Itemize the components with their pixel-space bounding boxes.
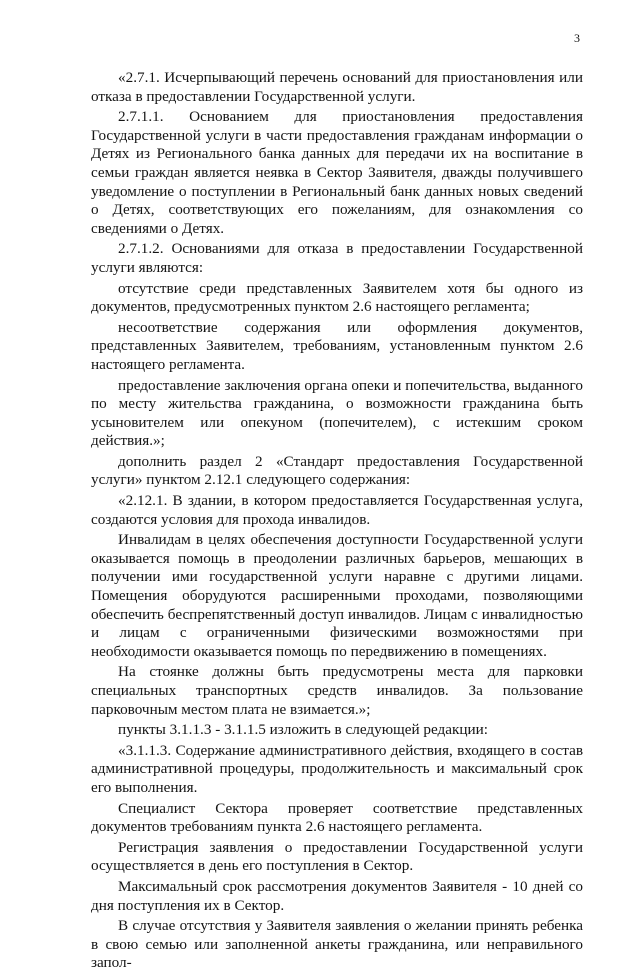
paragraph-parking: На стоянке должны быть предусмотрены места для парковки специальных транспортных средств инвалидов. За пользование парковочным местом плата не взимается.»; bbox=[91, 663, 583, 718]
paragraph-amend-section-2: дополнить раздел 2 «Стандарт предоставления Государственной услуги» пунктом 2.12.1 следующего содержания: bbox=[91, 452, 583, 489]
paragraph-3-1-1-3: «3.1.1.3. Содержание административного действия, входящего в состав административной процедуры, продолжительность и максимальный срок его выполнения. bbox=[91, 741, 583, 796]
paragraph-absence-of-application: В случае отсутствия у Заявителя заявления о желании принять ребенка в свою семью или заполненной анкеты гражданина, или неправильного запол- bbox=[91, 917, 583, 972]
page-number: 3 bbox=[574, 31, 580, 45]
paragraph-registration: Регистрация заявления о предоставлении Государственной услуги осуществляется в день его поступления в Сектор. bbox=[91, 838, 583, 875]
paragraph-ground-nonconformity: несоответствие содержания или оформления документов, представленных Заявителем, требованиям, установленным пунктом 2.6 настоящего регламента. bbox=[91, 318, 583, 373]
paragraph-2-12-1: «2.12.1. В здании, в котором предоставляется Государственная услуга, создаются условия для прохода инвалидов. bbox=[91, 492, 583, 528]
paragraph-ground-missing-documents: отсутствие среди представленных Заявителем хотя бы одного из документов, предусмотренных пунктом 2.6 настоящего регламента; bbox=[91, 279, 583, 316]
paragraph-2-7-1: «2.7.1. Исчерпывающий перечень оснований для приостановления или отказа в предоставлении Государственной услуги. bbox=[91, 69, 583, 105]
paragraph-amend-section-3: пункты 3.1.1.3 - 3.1.1.5 изложить в следующей редакции: bbox=[118, 721, 488, 739]
paragraph-specialist-check: Специалист Сектора проверяет соответствие представленных документов требованиям пункта 2.6 настоящего регламента. bbox=[91, 799, 583, 836]
document-body bbox=[91, 69, 583, 975]
paragraph-disabled-assistance: Инвалидам в целях обеспечения доступности Государственной услуги оказывается помощь в преодолении различных барьеров, мешающих в получении ими государственной услуги наравне с другими лицами. Помещения оборудуются расширенными проходами, позволяющими обеспечить беспрепятственный доступ инвалидов. Лицам с инвалидностью и лицам с ограниченными физическими возможностями при необходимости оказывается помощь по передвижению в помещениях. bbox=[91, 531, 583, 660]
paragraph-max-term: Максимальный срок рассмотрения документов Заявителя - 10 дней со дня поступления их в Сектор. bbox=[91, 877, 583, 914]
paragraph-2-7-1-2: 2.7.1.2. Основаниями для отказа в предоставлении Государственной услуги являются: bbox=[91, 240, 583, 276]
paragraph-ground-expired-conclusion: предоставление заключения органа опеки и попечительства, выданного по месту жительства гражданина, о возможности гражданина быть усыновителем или опекуном (попечителем), с истекшим сроком действия.»; bbox=[91, 376, 583, 450]
paragraph-2-7-1-1: 2.7.1.1. Основанием для приостановления предоставления Государственной услуги в части предоставления гражданам информации о Детях из Регионального банка данных для передачи их на воспитание в семьи граждан является неявка в Сектор Заявителя, дважды получившего уведомление о поступлении в Региональный банк данных новых сведений о Детях, соответствующих его пожеланиям, для ознакомления со сведениями о Детях. bbox=[91, 108, 583, 237]
